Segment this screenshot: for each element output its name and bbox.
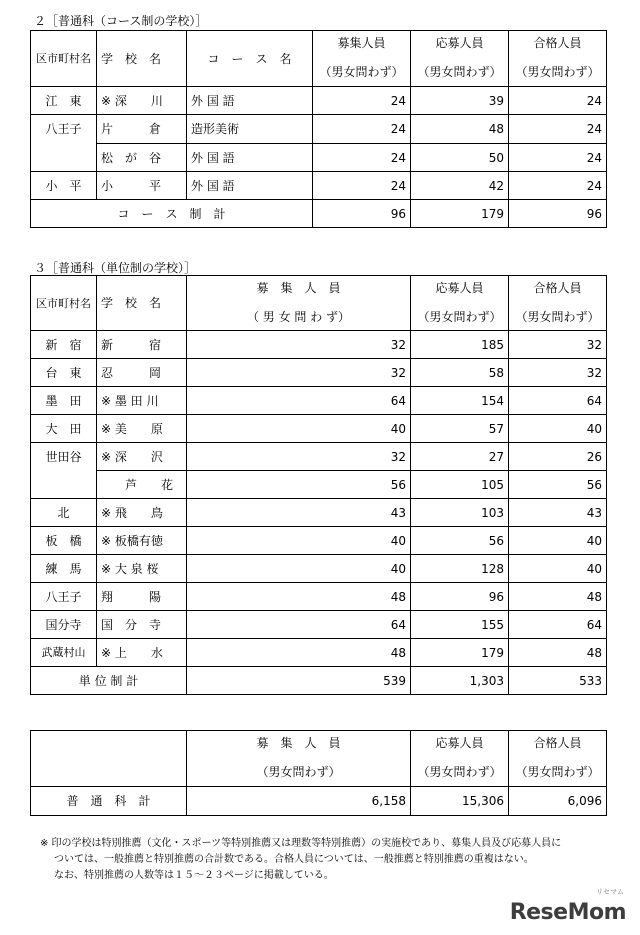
district-cell: 国分寺 <box>31 611 97 639</box>
table-row <box>31 115 607 144</box>
footnote-line: なお、特別推薦の人数等は１５～２３ページに掲載している。 <box>54 870 334 881</box>
school-cell: ※ 深 沢 <box>97 443 187 471</box>
recruit-cell: 32 <box>187 359 411 387</box>
applicants-cell: 96 <box>411 583 509 611</box>
header-recruit-sub: （男女問わず） <box>313 59 411 87</box>
header-applicants: 応募人員 <box>411 731 509 759</box>
passed-cell: 24 <box>509 115 607 144</box>
recruit-cell: 32 <box>187 443 411 471</box>
district-cell: 板 橋 <box>31 527 97 555</box>
applicants-cell: 105 <box>411 471 509 499</box>
passed-cell: 32 <box>509 359 607 387</box>
district-cell: 練 馬 <box>31 555 97 583</box>
school-cell: 片 倉 <box>97 115 187 144</box>
table-row <box>31 144 607 172</box>
recruit-cell: 40 <box>187 527 411 555</box>
total-passed: 96 <box>509 200 607 228</box>
total-recruit: 6,158 <box>187 787 411 816</box>
school-cell: 国 分 寺 <box>97 611 187 639</box>
school-cell: ※ 美 原 <box>97 415 187 443</box>
school-cell: ※ 大 泉 桜 <box>97 555 187 583</box>
table-row <box>31 87 607 115</box>
course-school-table <box>30 30 607 228</box>
recruit-cell: 64 <box>187 611 411 639</box>
passed-cell: 64 <box>509 611 607 639</box>
applicants-cell: 56 <box>411 527 509 555</box>
district-cell: 八王子 <box>31 583 97 611</box>
header-recruit: 募 集 人 員 <box>187 731 411 759</box>
header-passed: 合格人員 <box>509 31 607 59</box>
header-recruit: 募集人員 <box>313 31 411 59</box>
recruit-cell: 40 <box>187 415 411 443</box>
header-passed-sub: （男女問わず） <box>509 304 607 331</box>
total-recruit: 96 <box>313 200 411 228</box>
header-passed-sub: （男女問わず） <box>509 59 607 87</box>
section3-title: ３［普通科（単位制の学校）］ <box>34 261 197 275</box>
header-district: 区市町村名 <box>31 276 97 331</box>
table-row <box>31 172 607 200</box>
applicants-cell: 50 <box>411 144 509 172</box>
district-cell: 武蔵村山 <box>31 639 97 667</box>
footnote-line: ※ 印の学校は特別推薦（文化・スポーツ等特別推薦又は理数等特別推薦）の実施校であり、募集人員及び応募人員に <box>40 838 562 849</box>
applicants-cell: 39 <box>411 87 509 115</box>
applicants-cell: 57 <box>411 415 509 443</box>
passed-cell: 40 <box>509 415 607 443</box>
school-cell: 小 平 <box>97 172 187 200</box>
applicants-cell: 58 <box>411 359 509 387</box>
applicants-cell: 154 <box>411 387 509 415</box>
applicants-cell: 128 <box>411 555 509 583</box>
applicants-cell: 27 <box>411 443 509 471</box>
total-row <box>31 200 607 228</box>
table-row <box>31 387 607 415</box>
summary-table <box>30 730 607 816</box>
footnotes <box>40 836 561 884</box>
school-cell: 松 が 谷 <box>97 144 187 172</box>
applicants-cell: 155 <box>411 611 509 639</box>
passed-cell: 48 <box>509 583 607 611</box>
recruit-cell: 48 <box>187 583 411 611</box>
passed-cell: 64 <box>509 387 607 415</box>
district-cell: 小 平 <box>31 172 97 200</box>
table-row <box>31 583 607 611</box>
total-row <box>31 787 607 816</box>
footnote-line: ついては、一般推薦と特別推薦の合計数である。合格人員については、一般推薦と特別推薦の重複はない。 <box>54 854 534 865</box>
logo-subtext: リセマム <box>596 888 624 896</box>
applicants-cell: 48 <box>411 115 509 144</box>
passed-cell: 43 <box>509 499 607 527</box>
recruit-cell: 48 <box>187 639 411 667</box>
table-row <box>31 639 607 667</box>
recruit-cell: 43 <box>187 499 411 527</box>
header-school: 学 校 名 <box>97 276 187 331</box>
credit-school-table <box>30 275 607 695</box>
table-row <box>31 415 607 443</box>
course-cell: 外 国 語 <box>187 144 313 172</box>
header-school: 学 校 名 <box>97 31 187 87</box>
header-applicants-sub: （男女問わず） <box>411 759 509 787</box>
school-cell: 新 宿 <box>97 331 187 359</box>
course-cell: 外 国 語 <box>187 87 313 115</box>
school-cell: 翔 陽 <box>97 583 187 611</box>
total-applicants: 179 <box>411 200 509 228</box>
passed-cell: 26 <box>509 443 607 471</box>
applicants-cell: 179 <box>411 639 509 667</box>
school-cell: ※ 墨 田 川 <box>97 387 187 415</box>
district-cell: 墨 田 <box>31 387 97 415</box>
passed-cell: 40 <box>509 555 607 583</box>
passed-cell: 32 <box>509 331 607 359</box>
course-cell: 外 国 語 <box>187 172 313 200</box>
applicants-cell: 42 <box>411 172 509 200</box>
district-cell: 新 宿 <box>31 331 97 359</box>
table-row <box>31 611 607 639</box>
section2-title: ２［普通科（コース制の学校）］ <box>34 14 208 28</box>
applicants-cell: 103 <box>411 499 509 527</box>
school-cell: ※ 上 水 <box>97 639 187 667</box>
passed-cell: 24 <box>509 144 607 172</box>
header-passed-sub: （男女問わず） <box>509 759 607 787</box>
district-cell: 世田谷 <box>31 443 97 471</box>
header-passed: 合格人員 <box>509 276 607 304</box>
table-row <box>31 359 607 387</box>
header-recruit: 募 集 人 員 <box>187 276 411 304</box>
passed-cell: 24 <box>509 87 607 115</box>
recruit-cell: 24 <box>313 87 411 115</box>
recruit-cell: 64 <box>187 387 411 415</box>
total-applicants: 1,303 <box>411 667 509 695</box>
total-passed: 533 <box>509 667 607 695</box>
total-recruit: 539 <box>187 667 411 695</box>
header-recruit-sub: （男女問わず） <box>187 759 411 787</box>
table-row <box>31 555 607 583</box>
district-cell: 北 <box>31 499 97 527</box>
applicants-cell: 185 <box>411 331 509 359</box>
total-passed: 6,096 <box>509 787 607 816</box>
summary-blank-header <box>31 731 187 787</box>
passed-cell: 40 <box>509 527 607 555</box>
district-cell: 台 東 <box>31 359 97 387</box>
header-district: 区市町村名 <box>31 31 97 87</box>
header-applicants: 応募人員 <box>411 276 509 304</box>
header-applicants-sub: （男女問わず） <box>411 304 509 331</box>
passed-cell: 24 <box>509 172 607 200</box>
school-cell: ※ 飛 鳥 <box>97 499 187 527</box>
district-cell: 大 田 <box>31 415 97 443</box>
header-course: コ ー ス 名 <box>187 31 313 87</box>
recruit-cell: 40 <box>187 555 411 583</box>
total-label: 単 位 制 計 <box>31 667 187 695</box>
school-cell: 忍 岡 <box>97 359 187 387</box>
district-cell: 江 東 <box>31 87 97 115</box>
header-applicants-sub: （男女問わず） <box>411 59 509 87</box>
header-applicants: 応募人員 <box>411 31 509 59</box>
total-label: 普 通 科 計 <box>31 787 187 816</box>
school-cell: ※ 板橋有徳 <box>97 527 187 555</box>
recruit-cell: 24 <box>313 115 411 144</box>
district-cell: 八王子 <box>31 115 97 144</box>
passed-cell: 48 <box>509 639 607 667</box>
header-recruit-sub: （ 男 女 問 わ ず） <box>187 304 411 331</box>
recruit-cell: 56 <box>187 471 411 499</box>
total-label: コ ー ス 制 計 <box>31 200 313 228</box>
district-cell <box>31 144 97 172</box>
passed-cell: 56 <box>509 471 607 499</box>
district-cell <box>31 471 97 499</box>
total-applicants: 15,306 <box>411 787 509 816</box>
total-row <box>31 667 607 695</box>
table-row <box>31 443 607 471</box>
recruit-cell: 32 <box>187 331 411 359</box>
resemom-logo: ReseMom <box>509 900 626 925</box>
table-row <box>31 527 607 555</box>
table-row <box>31 499 607 527</box>
header-passed: 合格人員 <box>509 731 607 759</box>
school-cell: 芦 花 <box>97 471 187 499</box>
table-row <box>31 471 607 499</box>
table-row <box>31 331 607 359</box>
school-cell: ※ 深 川 <box>97 87 187 115</box>
recruit-cell: 24 <box>313 144 411 172</box>
course-cell: 造形美術 <box>187 115 313 144</box>
recruit-cell: 24 <box>313 172 411 200</box>
